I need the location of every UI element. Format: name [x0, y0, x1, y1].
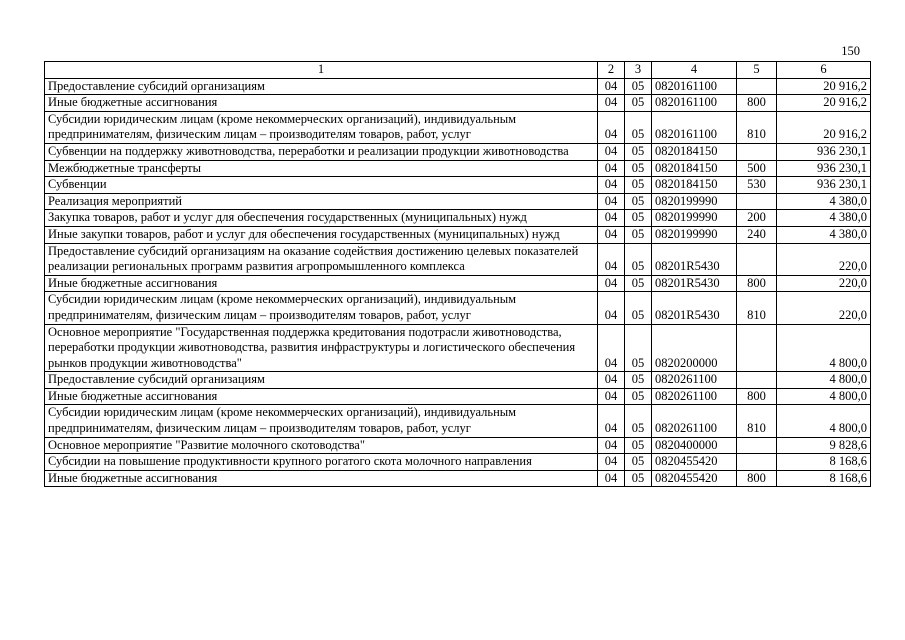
row-name: Субвенции: [45, 177, 598, 194]
row-section: 04: [598, 210, 625, 227]
row-name: Субсидии юридическим лицам (кроме некоммерческих организаций), индивидуальным предпринимателям, физическим лицам – производителям товаров, работ, услуг: [45, 405, 598, 437]
row-subsection: 05: [625, 177, 652, 194]
row-section: 04: [598, 111, 625, 143]
column-header-1: 1: [45, 62, 598, 79]
row-expense-type: [737, 193, 777, 210]
table-row: [45, 226, 871, 243]
row-target-code: 0820161100: [652, 95, 737, 112]
row-section: 04: [598, 243, 625, 275]
row-subsection: 05: [625, 95, 652, 112]
row-section: 04: [598, 143, 625, 160]
row-target-code: 0820184150: [652, 160, 737, 177]
row-target-code: 0820261100: [652, 372, 737, 389]
table-row: [45, 95, 871, 112]
row-section: 04: [598, 177, 625, 194]
row-section: 04: [598, 226, 625, 243]
row-target-code: 08201R5430: [652, 243, 737, 275]
table-row: [45, 454, 871, 471]
row-section: 04: [598, 405, 625, 437]
row-target-code: 0820199990: [652, 226, 737, 243]
row-target-code: 08201R5430: [652, 292, 737, 324]
row-target-code: 0820184150: [652, 143, 737, 160]
row-expense-type: [737, 437, 777, 454]
row-subsection: 05: [625, 454, 652, 471]
row-name: Предоставление субсидий организациям: [45, 372, 598, 389]
row-subsection: 05: [625, 210, 652, 227]
row-subsection: 05: [625, 437, 652, 454]
row-name: Межбюджетные трансферты: [45, 160, 598, 177]
row-name: Иные бюджетные ассигнования: [45, 470, 598, 487]
row-amount: 8 168,6: [777, 470, 871, 487]
row-amount: 4 380,0: [777, 210, 871, 227]
row-target-code: 0820184150: [652, 177, 737, 194]
table-row: [45, 275, 871, 292]
table-row: [45, 324, 871, 372]
row-amount: 4 800,0: [777, 405, 871, 437]
table-row: [45, 292, 871, 324]
table-row: [45, 210, 871, 227]
row-section: 04: [598, 193, 625, 210]
row-expense-type: [737, 324, 777, 372]
row-target-code: 0820455420: [652, 470, 737, 487]
row-subsection: 05: [625, 243, 652, 275]
row-name: Субсидии юридическим лицам (кроме некоммерческих организаций), индивидуальным предпринимателям, физическим лицам – производителям товаров, работ, услуг: [45, 111, 598, 143]
table-row: [45, 405, 871, 437]
row-name: Субсидии на повышение продуктивности крупного рогатого скота молочного направления: [45, 454, 598, 471]
row-amount: 20 916,2: [777, 95, 871, 112]
row-amount: 8 168,6: [777, 454, 871, 471]
table-row: [45, 388, 871, 405]
row-expense-type: [737, 143, 777, 160]
row-section: 04: [598, 324, 625, 372]
row-amount: 9 828,6: [777, 437, 871, 454]
row-subsection: 05: [625, 160, 652, 177]
row-subsection: 05: [625, 405, 652, 437]
table-row: [45, 78, 871, 95]
row-expense-type: 200: [737, 210, 777, 227]
column-header-6: 6: [777, 62, 871, 79]
row-amount: 4 380,0: [777, 193, 871, 210]
row-section: 04: [598, 160, 625, 177]
column-header-2: 2: [598, 62, 625, 79]
row-name: Иные закупки товаров, работ и услуг для обеспечения государственных (муниципальных) нужд: [45, 226, 598, 243]
row-expense-type: 240: [737, 226, 777, 243]
row-name: Иные бюджетные ассигнования: [45, 275, 598, 292]
row-amount: 220,0: [777, 243, 871, 275]
row-target-code: 0820199990: [652, 193, 737, 210]
row-name: Иные бюджетные ассигнования: [45, 95, 598, 112]
row-name: Иные бюджетные ассигнования: [45, 388, 598, 405]
table-row: [45, 437, 871, 454]
row-expense-type: 810: [737, 111, 777, 143]
row-section: 04: [598, 78, 625, 95]
row-target-code: 08201R5430: [652, 275, 737, 292]
table-row: [45, 160, 871, 177]
row-amount: 936 230,1: [777, 160, 871, 177]
table-row: [45, 193, 871, 210]
table-row: [45, 372, 871, 389]
row-section: 04: [598, 275, 625, 292]
row-expense-type: 530: [737, 177, 777, 194]
row-amount: 4 800,0: [777, 372, 871, 389]
row-expense-type: 800: [737, 275, 777, 292]
row-target-code: 0820199990: [652, 210, 737, 227]
row-target-code: 0820161100: [652, 78, 737, 95]
row-amount: 4 800,0: [777, 324, 871, 372]
row-amount: 20 916,2: [777, 111, 871, 143]
table-row: [45, 177, 871, 194]
page-number: 150: [841, 44, 860, 58]
row-subsection: 05: [625, 111, 652, 143]
row-name: Субвенции на поддержку животноводства, переработки и реализации продукции животноводства: [45, 143, 598, 160]
row-expense-type: 810: [737, 292, 777, 324]
row-target-code: 0820161100: [652, 111, 737, 143]
column-header-5: 5: [737, 62, 777, 79]
row-amount: 4 800,0: [777, 388, 871, 405]
row-name: Основное мероприятие "Развитие молочного скотоводства": [45, 437, 598, 454]
row-name: Закупка товаров, работ и услуг для обеспечения государственных (муниципальных) нужд: [45, 210, 598, 227]
row-section: 04: [598, 470, 625, 487]
row-expense-type: 500: [737, 160, 777, 177]
table-row: [45, 243, 871, 275]
header-row: [45, 62, 871, 79]
row-subsection: 05: [625, 226, 652, 243]
row-amount: 936 230,1: [777, 143, 871, 160]
row-expense-type: [737, 243, 777, 275]
column-header-4: 4: [652, 62, 737, 79]
row-amount: 20 916,2: [777, 78, 871, 95]
row-section: 04: [598, 454, 625, 471]
row-amount: 220,0: [777, 275, 871, 292]
row-subsection: 05: [625, 193, 652, 210]
row-amount: 220,0: [777, 292, 871, 324]
table-header: [45, 62, 871, 79]
row-name: Основное мероприятие "Государственная поддержка кредитования подотрасли животноводства, переработки продукции животноводства, развития инфраструктуры и логистического обеспечения рынков продукции животноводства": [45, 324, 598, 372]
row-expense-type: 800: [737, 95, 777, 112]
row-name: Субсидии юридическим лицам (кроме некоммерческих организаций), индивидуальным предпринимателям, физическим лицам – производителям товаров, работ, услуг: [45, 292, 598, 324]
row-expense-type: [737, 372, 777, 389]
row-subsection: 05: [625, 324, 652, 372]
budget-table: [44, 61, 871, 487]
row-target-code: 0820200000: [652, 324, 737, 372]
row-subsection: 05: [625, 275, 652, 292]
row-target-code: 0820261100: [652, 405, 737, 437]
row-subsection: 05: [625, 372, 652, 389]
row-name: Предоставление субсидий организациям на оказание содействия достижению целевых показателей реализации региональных программ развития агропромышленного комплекса: [45, 243, 598, 275]
row-subsection: 05: [625, 78, 652, 95]
row-expense-type: 800: [737, 388, 777, 405]
row-section: 04: [598, 437, 625, 454]
row-name: Предоставление субсидий организациям: [45, 78, 598, 95]
table-row: [45, 470, 871, 487]
row-target-code: 0820261100: [652, 388, 737, 405]
row-section: 04: [598, 388, 625, 405]
row-amount: 936 230,1: [777, 177, 871, 194]
row-subsection: 05: [625, 388, 652, 405]
row-expense-type: [737, 78, 777, 95]
row-target-code: 0820455420: [652, 454, 737, 471]
table-row: [45, 111, 871, 143]
row-subsection: 05: [625, 470, 652, 487]
row-subsection: 05: [625, 292, 652, 324]
row-expense-type: 800: [737, 470, 777, 487]
row-name: Реализация мероприятий: [45, 193, 598, 210]
row-subsection: 05: [625, 143, 652, 160]
row-amount: 4 380,0: [777, 226, 871, 243]
column-header-3: 3: [625, 62, 652, 79]
row-section: 04: [598, 292, 625, 324]
row-target-code: 0820400000: [652, 437, 737, 454]
row-section: 04: [598, 95, 625, 112]
row-expense-type: 810: [737, 405, 777, 437]
row-section: 04: [598, 372, 625, 389]
table-body: [45, 78, 871, 487]
table-row: [45, 143, 871, 160]
row-expense-type: [737, 454, 777, 471]
